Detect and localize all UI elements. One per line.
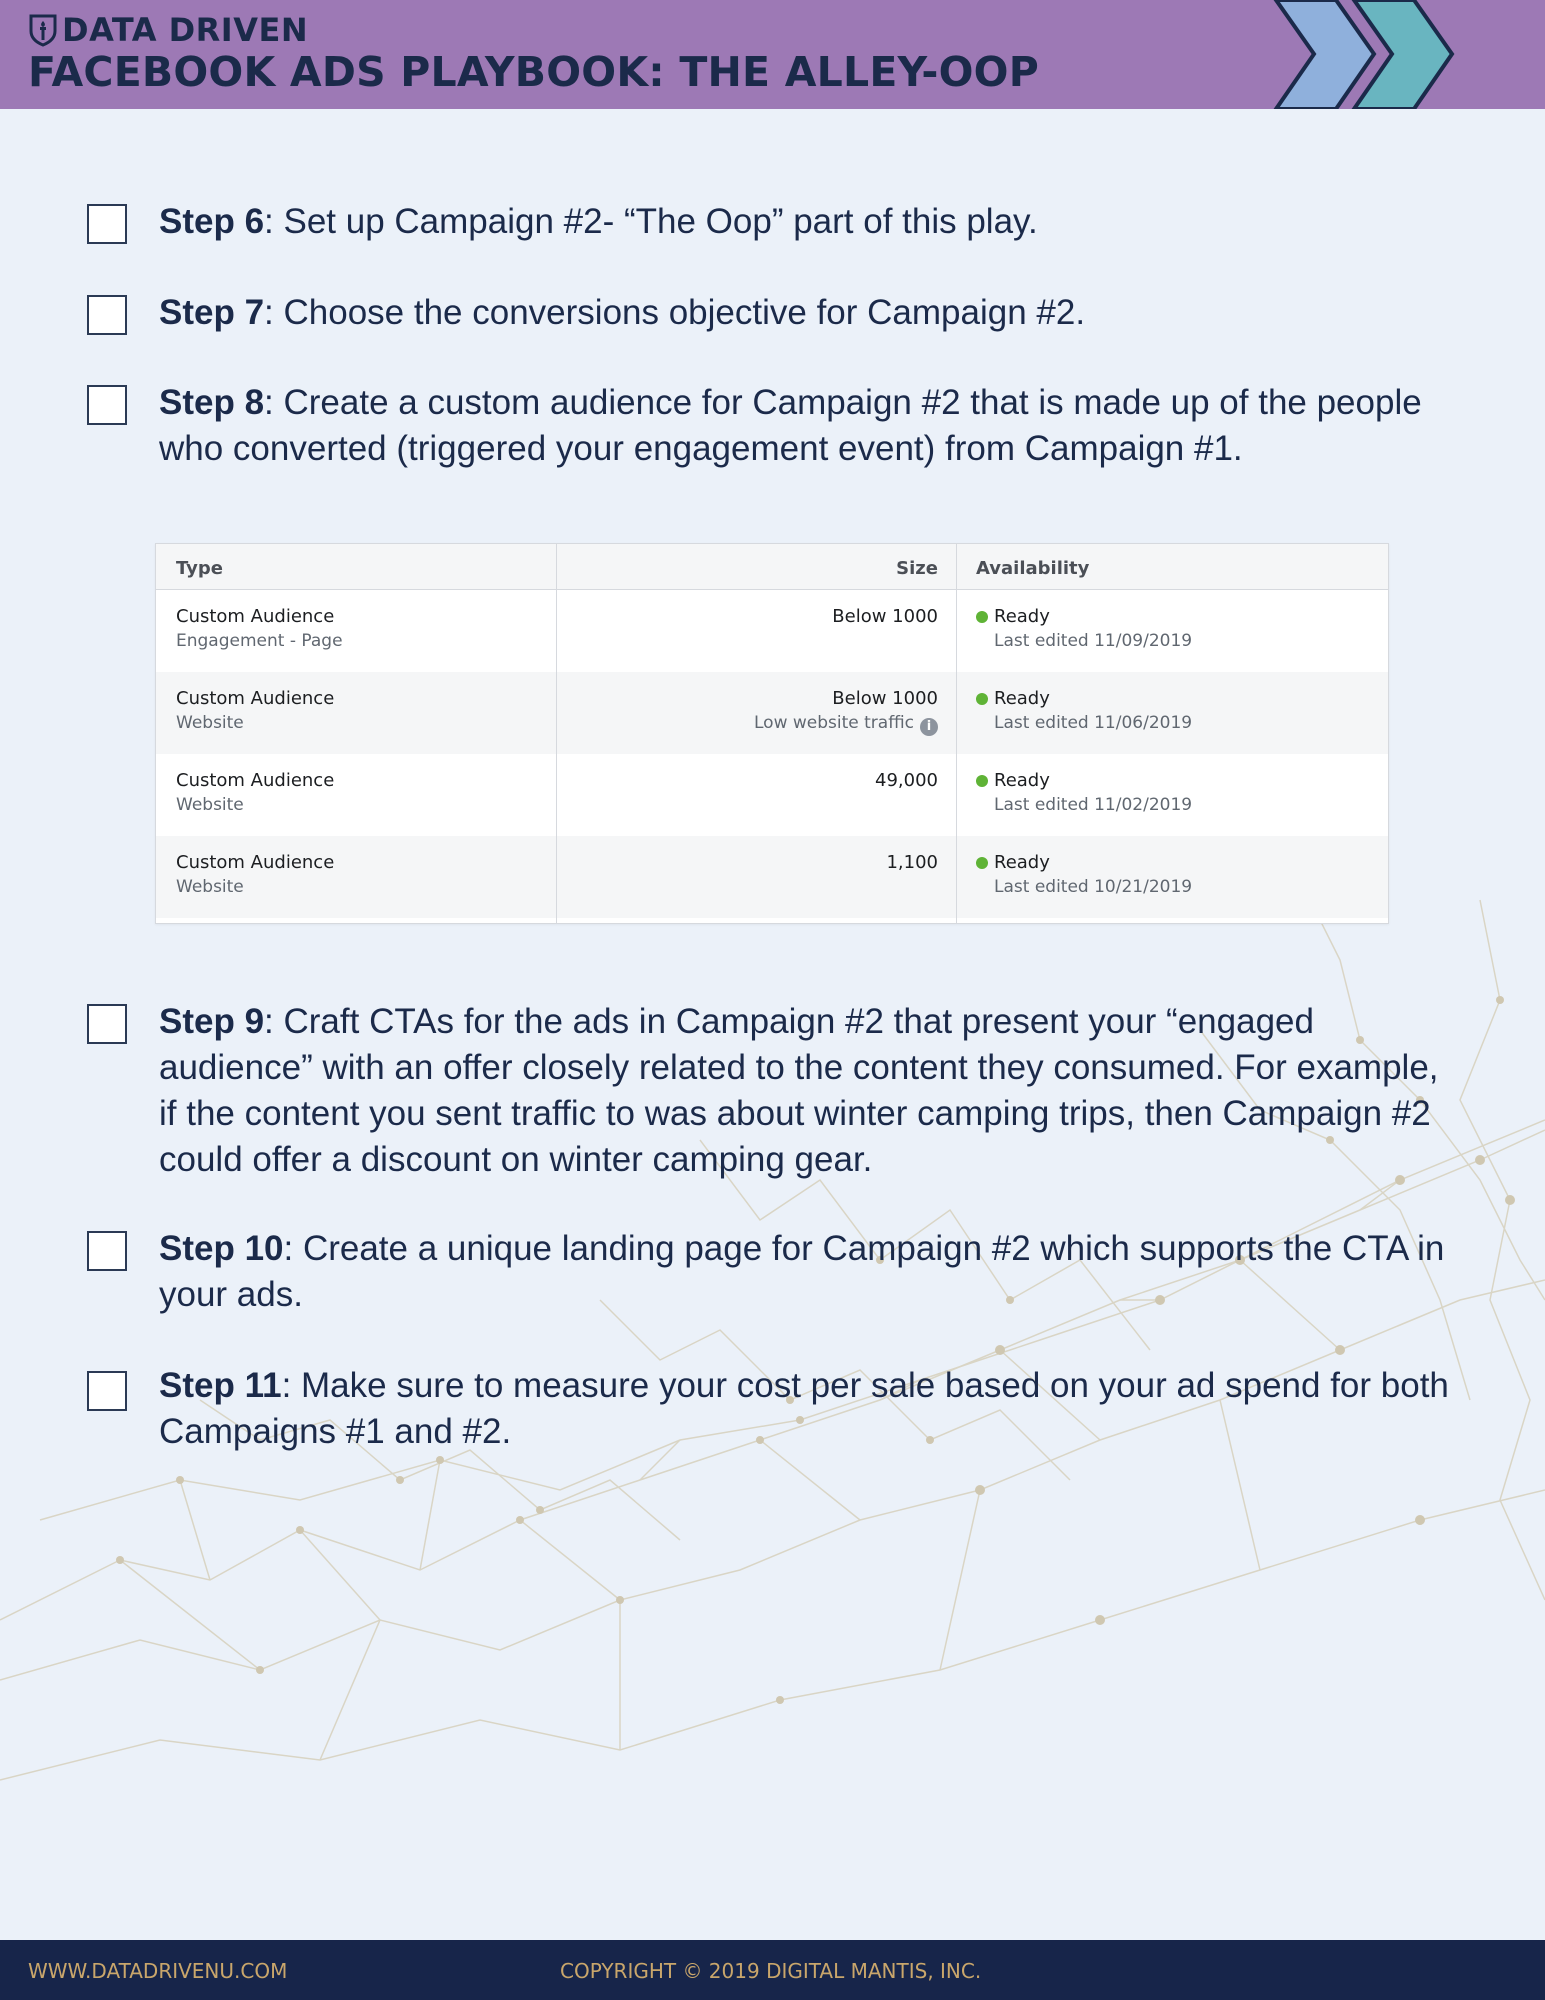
- type-cell: [176, 852, 334, 897]
- type-cell: [176, 688, 334, 733]
- audience-size: 1,100: [886, 852, 938, 873]
- table-header: [156, 544, 1388, 590]
- column-header-size[interactable]: Size: [896, 558, 938, 579]
- audience-type: Custom Audience: [176, 852, 335, 873]
- step-body: : Choose the conversions objective for Campaign #2.: [264, 293, 1086, 332]
- size-note: Low website traffic: [754, 713, 914, 733]
- audience-type: Custom Audience: [176, 688, 335, 709]
- status-dot-icon: [976, 611, 988, 623]
- audience-size: 49,000: [875, 770, 938, 791]
- availability-cell: [976, 852, 1192, 897]
- step-text: [159, 290, 1459, 336]
- chevron-arrows-icon: [1270, 0, 1470, 109]
- footer-url-link[interactable]: WWW.DATADRIVENU.COM: [28, 1959, 288, 1983]
- step-label: Step 8: [159, 383, 265, 422]
- audience-size: Below 1000: [832, 606, 938, 627]
- status-text: Ready: [994, 606, 1050, 627]
- step-label: Step 11: [159, 1366, 282, 1405]
- step-label: Step 6: [159, 202, 265, 241]
- size-cell: [556, 688, 938, 736]
- column-divider: [956, 544, 957, 923]
- torch-shield-icon: [28, 13, 58, 47]
- column-header-availability[interactable]: Availability: [976, 558, 1090, 579]
- step-body: : Create a unique landing page for Campaign #2 which supports the CTA in your ads.: [159, 1229, 1445, 1314]
- footer-copyright: COPYRIGHT © 2019 DIGITAL MANTIS, INC.: [560, 1959, 982, 1983]
- info-icon[interactable]: i: [920, 718, 938, 736]
- last-edited: Last edited 11/06/2019: [994, 713, 1193, 733]
- table-row[interactable]: [156, 754, 1388, 836]
- step-text: [159, 199, 1459, 245]
- size-cell: [556, 852, 938, 873]
- type-cell: [176, 770, 334, 815]
- audience-type: Custom Audience: [176, 770, 335, 791]
- step-text: [159, 999, 1459, 1183]
- status-dot-icon: [976, 857, 988, 869]
- status-dot-icon: [976, 693, 988, 705]
- availability-cell: [976, 688, 1192, 733]
- step-checkbox[interactable]: [87, 1004, 127, 1044]
- step-label: Step 9: [159, 1002, 265, 1041]
- step-checkbox[interactable]: [87, 1371, 127, 1411]
- table-row[interactable]: [156, 590, 1388, 672]
- step-label: Step 7: [159, 293, 265, 332]
- column-divider: [556, 544, 557, 923]
- availability-cell: [976, 606, 1192, 651]
- audience-subtype: Website: [176, 877, 244, 897]
- step-body: : Make sure to measure your cost per sale based on your ad spend for both Campaigns #1 and #2.: [159, 1366, 1449, 1451]
- step-body: : Craft CTAs for the ads in Campaign #2 that present your “engaged audience” with an offer closely related to the content they consumed. For example, if the content you sent traffic to was about winter camping trips, then Campaign #2 could offer a discount on winter camping gear.: [159, 1002, 1439, 1179]
- last-edited: Last edited 11/09/2019: [994, 631, 1193, 651]
- step-text: [159, 1226, 1459, 1318]
- last-edited: Last edited 10/21/2019: [994, 877, 1193, 897]
- status-text: Ready: [994, 688, 1050, 709]
- audience-size: Below 1000: [832, 688, 938, 709]
- step-checkbox[interactable]: [87, 1231, 127, 1271]
- brand-logo: [28, 12, 308, 48]
- table-row[interactable]: [156, 836, 1388, 918]
- audience-type: Custom Audience: [176, 606, 335, 627]
- column-header-type[interactable]: Type: [176, 558, 223, 579]
- last-edited: Last edited 11/02/2019: [994, 795, 1193, 815]
- page-title: FACEBOOK ADS PLAYBOOK: THE ALLEY-OOP: [28, 48, 1039, 96]
- step-label: Step 10: [159, 1229, 284, 1268]
- size-cell: [556, 606, 938, 627]
- audience-subtype: Website: [176, 713, 244, 733]
- table-row[interactable]: [156, 672, 1388, 754]
- audience-subtype: Engagement - Page: [176, 631, 343, 651]
- audience-subtype: Website: [176, 795, 244, 815]
- brand-name: DATA DRIVEN: [62, 11, 309, 49]
- size-cell: [556, 770, 938, 791]
- footer-bar: [0, 1940, 1545, 2000]
- status-text: Ready: [994, 770, 1050, 791]
- step-body: : Create a custom audience for Campaign #2 that is made up of the people who converted (triggered your engagement event) from Campaign #1.: [159, 383, 1422, 468]
- step-text: [159, 1363, 1459, 1455]
- step-checkbox[interactable]: [87, 295, 127, 335]
- step-checkbox[interactable]: [87, 385, 127, 425]
- custom-audience-table: [155, 543, 1389, 924]
- status-text: Ready: [994, 852, 1050, 873]
- step-checkbox[interactable]: [87, 204, 127, 244]
- header-banner: [0, 0, 1545, 109]
- type-cell: [176, 606, 343, 651]
- step-text: [159, 380, 1459, 472]
- status-dot-icon: [976, 775, 988, 787]
- availability-cell: [976, 770, 1192, 815]
- step-body: : Set up Campaign #2- “The Oop” part of this play.: [264, 202, 1038, 241]
